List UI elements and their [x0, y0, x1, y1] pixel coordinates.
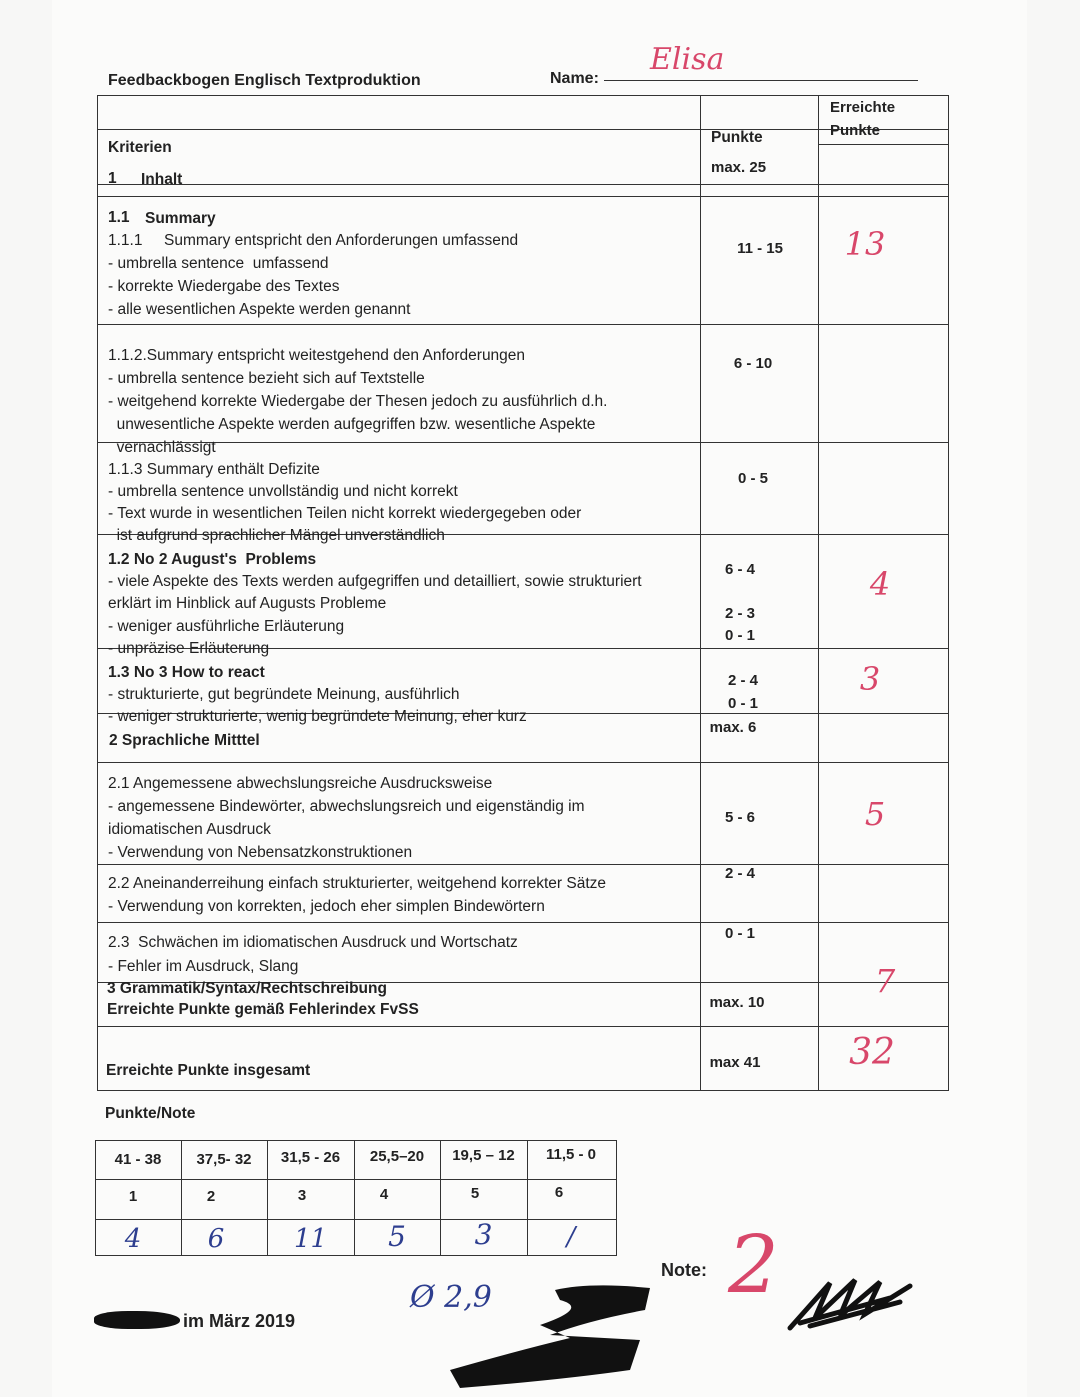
criterion-1-1-2-line: - umbrella sentence bezieht sich auf Textstelle: [108, 370, 425, 387]
criterion-1-2-points-high: 6 - 4: [724, 561, 755, 578]
criterion-1-1-1-line: - korrekte Wiedergabe des Textes: [108, 278, 340, 295]
criterion-1-3-line: - strukturierte, gut begründete Meinung, ausführlich: [108, 686, 460, 703]
header-points: Punkte: [711, 129, 763, 146]
row-divider: [818, 144, 948, 145]
grade-range: 41 - 38: [114, 1151, 162, 1168]
row-divider: [98, 1026, 948, 1027]
criterion-2-2-line: 2.2 Aneinanderreihung einfach strukturierter, weitgehend korrekter Sätze: [108, 875, 607, 892]
grade-range: 11,5 - 0: [545, 1146, 597, 1163]
criterion-1-1-3-points: 0 - 5: [737, 470, 768, 487]
section-2-max: max. 6: [709, 719, 757, 736]
total-label: Erreichte Punkte insgesamt: [106, 1062, 311, 1079]
grade-count: 5: [388, 1220, 406, 1253]
criterion-1-1-2-line: 1.1.2.Summary entspricht weitestgehend den Anforderungen: [108, 347, 526, 364]
criterion-1-1-3-line: 1.1.3 Summary enthält Defizite: [108, 461, 320, 478]
criterion-1-2-points-mid: 2 - 3: [724, 605, 755, 622]
date-line: im März 2019: [183, 1311, 296, 1331]
note-label: Note:: [661, 1260, 707, 1280]
criterion-1-3-title: 1.3 No 3 How to react: [108, 664, 265, 681]
row-divider: [98, 442, 948, 443]
criterion-1-2-achieved: 4: [869, 565, 891, 603]
teacher-signature: [770, 1268, 930, 1338]
grade-count: 11: [293, 1224, 328, 1254]
total-max: max 41: [709, 1054, 761, 1071]
section-3-max: max. 10: [709, 994, 765, 1011]
grade-number: 5: [470, 1185, 480, 1202]
criterion-1-1-number: 1.1: [108, 209, 130, 226]
criterion-2-3-line: 2.3 Schwächen im idiomatischen Ausdruck und Wortschatz: [108, 934, 518, 951]
grade-count: 6: [207, 1224, 225, 1254]
section-1-max: max. 25: [711, 159, 767, 176]
row-divider: [98, 324, 948, 325]
grade-number: 2: [206, 1188, 216, 1205]
criterion-2-3-line: - Fehler im Ausdruck, Slang: [108, 958, 299, 975]
criterion-1-1-3-line: - Text wurde in wesentlichen Teilen nicht korrekt wiedergegeben oder: [108, 505, 582, 522]
section-1-title: Inhalt: [141, 171, 183, 188]
section-1-number: 1: [108, 170, 117, 187]
criterion-1-1-title: Summary: [145, 210, 216, 227]
header-achieved-1: Erreichte: [830, 99, 896, 116]
criterion-1-3-points-low: 0 - 1: [727, 695, 758, 712]
criterion-1-1-3-line: - umbrella sentence unvollständig und nicht korrekt: [108, 483, 458, 500]
criterion-1-1-2-line: vernachlässigt: [108, 439, 216, 456]
criterion-2-1-line: - angemessene Bindewörter, abwechslungsreich und eigenständig im: [108, 798, 585, 815]
criterion-1-2-line: - viele Aspekte des Texts werden aufgegriffen und detailliert, sowie strukturiert: [108, 573, 642, 590]
criterion-1-3-achieved: 3: [859, 660, 881, 698]
name-label: Name:: [550, 70, 599, 87]
criterion-1-3-points-high: 2 - 4: [727, 672, 758, 689]
grade-count: /: [566, 1222, 576, 1252]
criterion-1-1-1-line: 1.1.1 Summary entspricht den Anforderungen umfassend: [108, 232, 519, 249]
grade-range: 31,5 - 26: [280, 1149, 341, 1166]
criterion-1-1-2-line: unwesentliche Aspekte werden aufgegriffen bzw. wesentliche Aspekte: [108, 416, 596, 433]
document-title: Feedbackbogen Englisch Textproduktion: [108, 72, 421, 89]
section-3-subtitle: Erreichte Punkte gemäß Fehlerindex FvSS: [107, 1001, 419, 1018]
row-divider: [98, 184, 948, 185]
criterion-2-1-achieved: 5: [864, 795, 886, 833]
criterion-1-1-1-achieved: 13: [844, 225, 886, 263]
row-divider: [98, 196, 948, 197]
criterion-1-1-1-points: 11 - 15: [737, 240, 783, 257]
criterion-1-2-title: 1.2 No 2 August's Problems: [108, 551, 317, 568]
criterion-2-2-line: - Verwendung von korrekten, jedoch eher simplen Bindewörtern: [108, 898, 545, 915]
grade-number: 6: [554, 1184, 564, 1201]
row-divider: [98, 129, 948, 130]
criterion-2-1-line: - Verwendung von Nebensatzkonstruktionen: [108, 844, 413, 861]
criterion-2-1-line: 2.1 Angemessene abwechslungsreiche Ausdrucksweise: [108, 775, 493, 792]
grade-range: 19,5 – 12: [452, 1147, 515, 1164]
grade-range: 37,5- 32: [196, 1151, 252, 1168]
row-divider: [96, 1179, 616, 1180]
row-divider: [98, 762, 948, 763]
section-3-achieved: 7: [874, 962, 896, 1000]
criterion-1-2-line: - weniger ausführliche Erläuterung: [108, 618, 345, 635]
criterion-1-1-1-line: - alle wesentlichen Aspekte werden genannt: [108, 301, 411, 318]
header-criteria: Kriterien: [108, 139, 172, 156]
section-2-title: 2 Sprachliche Mitttel: [109, 732, 260, 749]
grade-count: 4: [124, 1224, 142, 1254]
criterion-1-1-3-line: ist aufgrund sprachlicher Mängel unverständlich: [108, 527, 445, 544]
section-3-title: 3 Grammatik/Syntax/Rechtschreibung: [107, 980, 387, 997]
final-grade-handwritten: 2: [728, 1218, 779, 1311]
grade-number: 1: [128, 1188, 138, 1205]
grade-number: 3: [297, 1187, 307, 1204]
header-achieved-2: Punkte: [830, 122, 881, 139]
criterion-2-1-points: 5 - 6: [724, 809, 755, 826]
grade-average: Ø 2,9: [410, 1280, 492, 1315]
criterion-1-2-points-low: 0 - 1: [724, 627, 755, 644]
grading-title: Punkte/Note: [105, 1105, 196, 1122]
row-divider: [98, 922, 948, 923]
criterion-2-1-line: idiomatischen Ausdruck: [108, 821, 271, 838]
grade-number: 4: [379, 1186, 389, 1203]
grade-range: 25,5–20: [369, 1148, 425, 1165]
redaction-mark: [94, 1311, 180, 1329]
criterion-2-3-points: 0 - 1: [724, 925, 755, 942]
criterion-1-2-line: erklärt im Hinblick auf Augusts Probleme: [108, 595, 387, 612]
name-line: [604, 80, 918, 81]
criterion-1-2-line: - unpräzise Erläuterung: [108, 640, 270, 657]
total-achieved: 32: [849, 1032, 895, 1073]
criterion-1-1-1-line: - umbrella sentence umfassend: [108, 255, 329, 272]
signature-redaction: [440, 1280, 670, 1397]
criterion-2-2-points: 2 - 4: [724, 865, 755, 882]
criterion-1-3-line: - weniger strukturierte, wenig begründete Meinung, eher kurz: [108, 708, 527, 725]
grade-count: 3: [474, 1218, 493, 1251]
student-name-handwritten: Elisa: [650, 42, 725, 77]
criterion-1-1-2-line: - weitgehend korrekte Wiedergabe der Thesen jedoch zu ausführlich d.h.: [108, 393, 608, 410]
criterion-1-1-2-points: 6 - 10: [733, 355, 773, 372]
